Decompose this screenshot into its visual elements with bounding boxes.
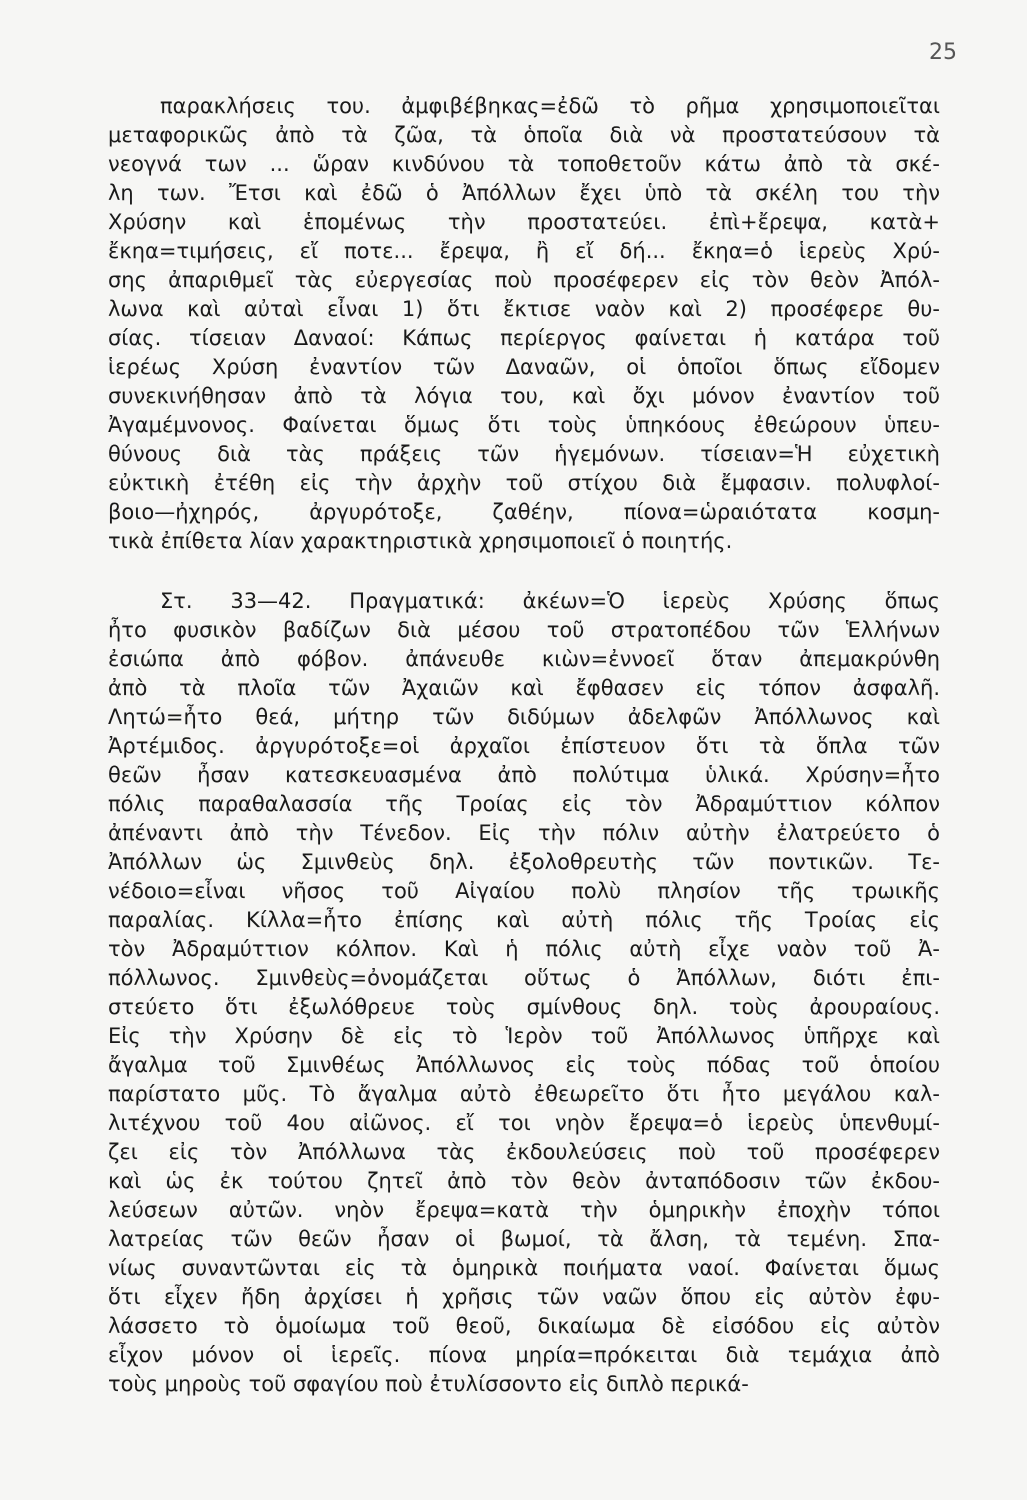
text-line: ἀπὸ τὰ πλοῖα τῶν Ἀχαιῶν καὶ ἔφθασεν εἰς τόπον ἀσφαλῆ.: [108, 676, 940, 700]
text-line: νεογνά των ... ὥραν κινδύνου τὰ τοποθετοῦν κάτω ἀπὸ τὰ σκέ-: [108, 152, 940, 176]
text-line: λωνα καὶ αὐταὶ εἶναι 1) ὅτι ἔκτισε ναὸν καὶ 2) προσέφερε θυ-: [108, 297, 940, 321]
text-line: τὸν Ἀδραμύττιον κόλπον. Καὶ ἡ πόλις αὐτὴ εἶχε ναὸν τοῦ Ἀ-: [108, 937, 940, 961]
text-line: Λητώ=ἦτο θεά, μήτηρ τῶν διδύμων ἀδελφῶν Ἀπόλλωνος καὶ: [108, 705, 940, 729]
text-line: Ἀπόλλων ὡς Σμινθεὺς δηλ. ἐξολοθρευτὴς τῶν ποντικῶν. Τε-: [108, 850, 940, 874]
text-line: παραλίας. Κίλλα=ἦτο ἐπίσης καὶ αὐτὴ πόλις τῆς Τροίας εἰς: [108, 908, 940, 932]
text-line: ἔκηα=τιμήσεις, εἴ ποτε... ἔρεψα, ἢ εἴ δή... ἔκηα=ὁ ἱερεὺς Χρύ-: [108, 239, 940, 263]
text-line: συνεκινήθησαν ἀπὸ τὰ λόγια του, καὶ ὄχι μόνον ἐναντίον τοῦ: [108, 384, 940, 408]
page-number: 25: [929, 40, 957, 65]
text-line: παρίστατο μῦς. Τὸ ἄγαλμα αὐτὸ ἐθεωρεῖτο ὅτι ἦτο μεγάλου καλ-: [108, 1082, 940, 1106]
text-line: τοὺς μηροὺς τοῦ σφαγίου ποὺ ἐτυλίσσοντο εἰς διπλὸ περικά-: [108, 1372, 749, 1396]
text-line: λιτέχνου τοῦ 4ου αἰῶνος. εἴ τοι νηὸν ἔρεψα=ὁ ἱερεὺς ὑπενθυμί-: [108, 1111, 940, 1135]
text-line: βοιο—ἠχηρός, ἀργυρότοξε, ζαθέην, πίονα=ὡραιότατα κοσμη-: [108, 500, 940, 524]
text-line: θεῶν ἦσαν κατεσκευασμένα ἀπὸ πολύτιμα ὑλικά. Χρύσην=ἦτο: [108, 763, 940, 787]
text-line: ὅτι εἶχεν ἤδη ἀρχίσει ἡ χρῆσις τῶν ναῶν ὅπου εἰς αὐτὸν ἐφυ-: [108, 1285, 940, 1309]
text-line: Χρύσην καὶ ἑπομένως τὴν προστατεύει. ἐπὶ+ἔρεψα, κατὰ+: [108, 210, 940, 234]
text-line: εὐκτικὴ ἐτέθη εἰς τὴν ἀρχὴν τοῦ στίχου διὰ ἔμφασιν. πολυφλοί-: [108, 471, 940, 495]
text-line: Στ. 33—42. Πραγματικά: ἀκέων=Ὁ ἱερεὺς Χρύσης ὅπως: [160, 589, 940, 613]
text-line: ζει εἰς τὸν Ἀπόλλωνα τὰς ἐκδουλεύσεις ποὺ τοῦ προσέφερεν: [108, 1140, 940, 1164]
text-line: ἀπέναντι ἀπὸ τὴν Τένεδον. Εἰς τὴν πόλιν αὐτὴν ἐλατρεύετο ὁ: [108, 821, 940, 845]
text-line: νέδοιο=εἶναι νῆσος τοῦ Αἰγαίου πολὺ πλησίον τῆς τρωικῆς: [108, 879, 940, 903]
text-line: σίας. τίσειαν Δαναοί: Κάπως περίεργος φαίνεται ἡ κατάρα τοῦ: [108, 326, 940, 350]
text-line: Ἀγαμέμνονος. Φαίνεται ὅμως ὅτι τοὺς ὑπηκόους ἐθεώρουν ὑπευ-: [108, 413, 940, 437]
text-line: καὶ ὡς ἐκ τούτου ζητεῖ ἀπὸ τὸν θεὸν ἀνταπόδοσιν τῶν ἐκδου-: [108, 1169, 940, 1193]
text-line: λατρείας τῶν θεῶν ἦσαν οἱ βωμοί, τὰ ἄλση, τὰ τεμένη. Σπα-: [108, 1227, 940, 1251]
text-line: στεύετο ὅτι ἐξωλόθρευε τοὺς σμίνθους δηλ. τοὺς ἀρουραίους.: [108, 995, 940, 1019]
text-line: λάσσετο τὸ ὁμοίωμα τοῦ θεοῦ, δικαίωμα δὲ εἰσόδου εἰς αὐτὸν: [108, 1314, 940, 1338]
text-line: Ἀρτέμιδος. ἀργυρότοξε=οἱ ἀρχαῖοι ἐπίστευον ὅτι τὰ ὅπλα τῶν: [108, 734, 940, 758]
text-line: ἄγαλμα τοῦ Σμινθέως Ἀπόλλωνος εἰς τοὺς πόδας τοῦ ὁποίου: [108, 1053, 940, 1077]
text-line: ἦτο φυσικὸν βαδίζων διὰ μέσου τοῦ στρατοπέδου τῶν Ἑλλήνων: [108, 618, 940, 642]
text-line: λεύσεων αὐτῶν. νηὸν ἔρεψα=κατὰ τὴν ὁμηρικὴν ἐποχὴν τόποι: [108, 1198, 940, 1222]
text-line: μεταφορικῶς ἀπὸ τὰ ζῶα, τὰ ὁποῖα διὰ νὰ προστατεύσουν τὰ: [108, 123, 940, 147]
text-line: παρακλήσεις του. ἀμφιβέβηκας=ἐδῶ τὸ ρῆμα χρησιμοποιεῖται: [160, 94, 940, 118]
text-line: ἐσιώπα ἀπὸ φόβον. ἀπάνευθε κιὼν=ἐννοεῖ ὅταν ἀπεμακρύνθη: [108, 647, 940, 671]
text-line: Εἰς τὴν Χρύσην δὲ εἰς τὸ Ἱερὸν τοῦ Ἀπόλλωνος ὑπῆρχε καὶ: [108, 1024, 940, 1048]
text-line: θύνους διὰ τὰς πράξεις τῶν ἡγεμόνων. τίσειαν=Ἡ εὐχετικὴ: [108, 442, 940, 466]
paragraph-2: [108, 587, 940, 1399]
paragraph-1: [108, 92, 940, 556]
text-line: νίως συναντῶνται εἰς τὰ ὁμηρικὰ ποιήματα ναοί. Φαίνεται ὅμως: [108, 1256, 940, 1280]
text-line: σης ἀπαριθμεῖ τὰς εὐεργεσίας ποὺ προσέφερεν εἰς τὸν θεὸν Ἀπόλ-: [108, 268, 940, 292]
text-line: πόλλωνος. Σμινθεὺς=ὀνομάζεται οὕτως ὁ Ἀπόλλων, διότι ἐπι-: [108, 966, 940, 990]
text-line: λη των. Ἔτσι καὶ ἐδῶ ὁ Ἀπόλλων ἔχει ὑπὸ τὰ σκέλη του τὴν: [108, 181, 940, 205]
text-line: πόλις παραθαλασσία τῆς Τροίας εἰς τὸν Ἀδραμύττιον κόλπον: [108, 792, 940, 816]
text-line: ἱερέως Χρύση ἐναντίον τῶν Δαναῶν, οἱ ὁποῖοι ὅπως εἴδομεν: [108, 355, 940, 379]
text-line: τικὰ ἐπίθετα λίαν χαρακτηριστικὰ χρησιμοποιεῖ ὁ ποιητής.: [108, 529, 733, 553]
text-line: εἶχον μόνον οἱ ἱερεῖς. πίονα μηρία=πρόκειται διὰ τεμάχια ἀπὸ: [108, 1343, 940, 1367]
